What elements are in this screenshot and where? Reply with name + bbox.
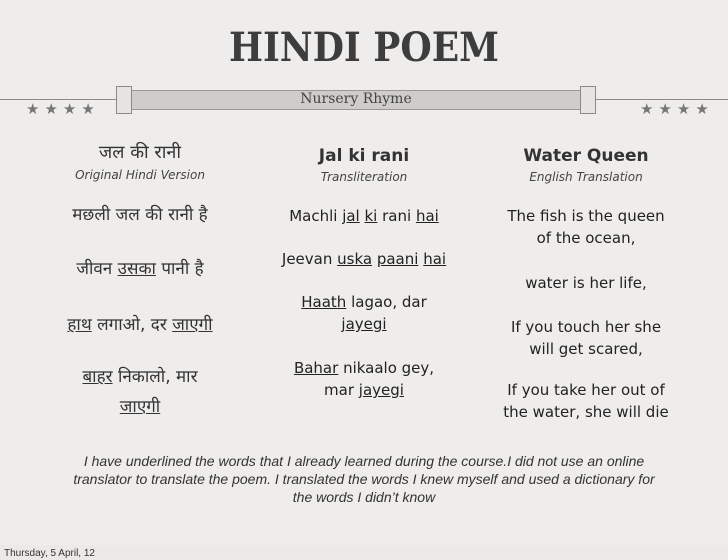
hindi-line-3-underlined-a: हाथ <box>67 315 92 335</box>
translit-line-3-a: Haath <box>301 293 347 311</box>
explanatory-note <box>0 452 728 506</box>
translit-line-1 <box>256 205 472 227</box>
note-line-3: the words I didn’t know <box>292 489 436 505</box>
english-column-header <box>484 146 688 184</box>
hindi-line-3-underlined-c: जाएगी <box>172 315 213 335</box>
translit-line-4-c: mar <box>324 381 359 399</box>
english-line-3-a: If you touch her she <box>510 318 662 336</box>
translit-line-4-a: Bahar <box>293 359 339 377</box>
english-line-1-a: The fish is the queen <box>507 207 665 225</box>
translit-line-1-f: hai <box>415 207 439 225</box>
english-heading: Water Queen <box>523 146 649 166</box>
translit-line-4 <box>256 357 472 401</box>
hindi-line-2-part-a: जीवन <box>76 259 118 279</box>
translit-heading: Jal ki rani <box>318 146 410 166</box>
translit-line-2-b: uska <box>337 250 373 268</box>
hindi-line-4-underlined-c: जाएगी <box>119 397 161 417</box>
translit-line-1-d: ki <box>364 207 378 225</box>
translit-line-1-b: jal <box>342 207 360 225</box>
stars-left-decoration: ★★★★ <box>26 100 100 118</box>
translit-line-4-d: jayegi <box>358 381 404 399</box>
hindi-line-3-part-b: लगाओ, दर <box>91 315 173 335</box>
english-line-4-a: If you take her out of <box>507 381 665 399</box>
english-line-4-b: the water, she will die <box>503 403 669 421</box>
english-line-1-b: of the ocean, <box>536 229 636 247</box>
note-line-1: I have underlined the words that I already learned during the course.I did not use an online <box>83 453 645 469</box>
translit-line-1-e: rani <box>377 207 416 225</box>
translit-subheading: Transliteration <box>320 170 408 184</box>
english-line-4 <box>476 379 696 423</box>
stars-right-decoration: ★★★★ <box>640 100 714 118</box>
hindi-line-2 <box>20 254 260 284</box>
english-line-1 <box>476 205 696 249</box>
hindi-subheading: Original Hindi Version <box>75 168 205 182</box>
hindi-heading: जल की रानी <box>98 142 182 163</box>
note-line-2: translator to translate the poem. I translated the words I knew myself and used a dictionary for <box>73 471 655 487</box>
translit-line-3-c: jayegi <box>341 315 387 333</box>
hindi-line-4-part-b: निकालो, मार <box>112 367 198 387</box>
hindi-line-2-part-c: पानी है <box>155 259 204 279</box>
english-line-2 <box>476 272 696 294</box>
translit-line-3 <box>256 291 472 335</box>
hindi-line-1-text: मछली जल की रानी है <box>72 205 208 225</box>
slide-subtitle: Nursery Rhyme <box>300 91 412 107</box>
translit-line-2 <box>256 248 472 270</box>
hindi-line-4 <box>20 362 260 422</box>
translit-line-2-d: paani <box>376 250 419 268</box>
hindi-column-header <box>40 140 240 182</box>
english-line-3-b: will get scared, <box>529 340 643 358</box>
translit-line-1-a: Machli <box>289 207 343 225</box>
english-subheading: English Translation <box>529 170 643 184</box>
slide-title: HINDI POEM <box>228 24 500 71</box>
translit-line-2-a: Jeevan <box>281 250 338 268</box>
date-footer: Thursday, 5 April, 12 <box>4 548 95 559</box>
translit-column-header <box>264 146 464 184</box>
hindi-line-1 <box>20 200 260 230</box>
translit-line-4-b: nikaalo gey, <box>338 359 435 377</box>
translit-line-2-f: hai <box>423 250 447 268</box>
hindi-line-2-underlined: उसका <box>117 259 156 279</box>
hindi-line-3 <box>20 310 260 340</box>
translit-line-3-b: lagao, dar <box>346 293 427 311</box>
hindi-line-4-underlined-a: बाहर <box>82 367 113 387</box>
english-line-2-text: water is her life, <box>525 274 647 292</box>
english-line-3 <box>476 316 696 360</box>
